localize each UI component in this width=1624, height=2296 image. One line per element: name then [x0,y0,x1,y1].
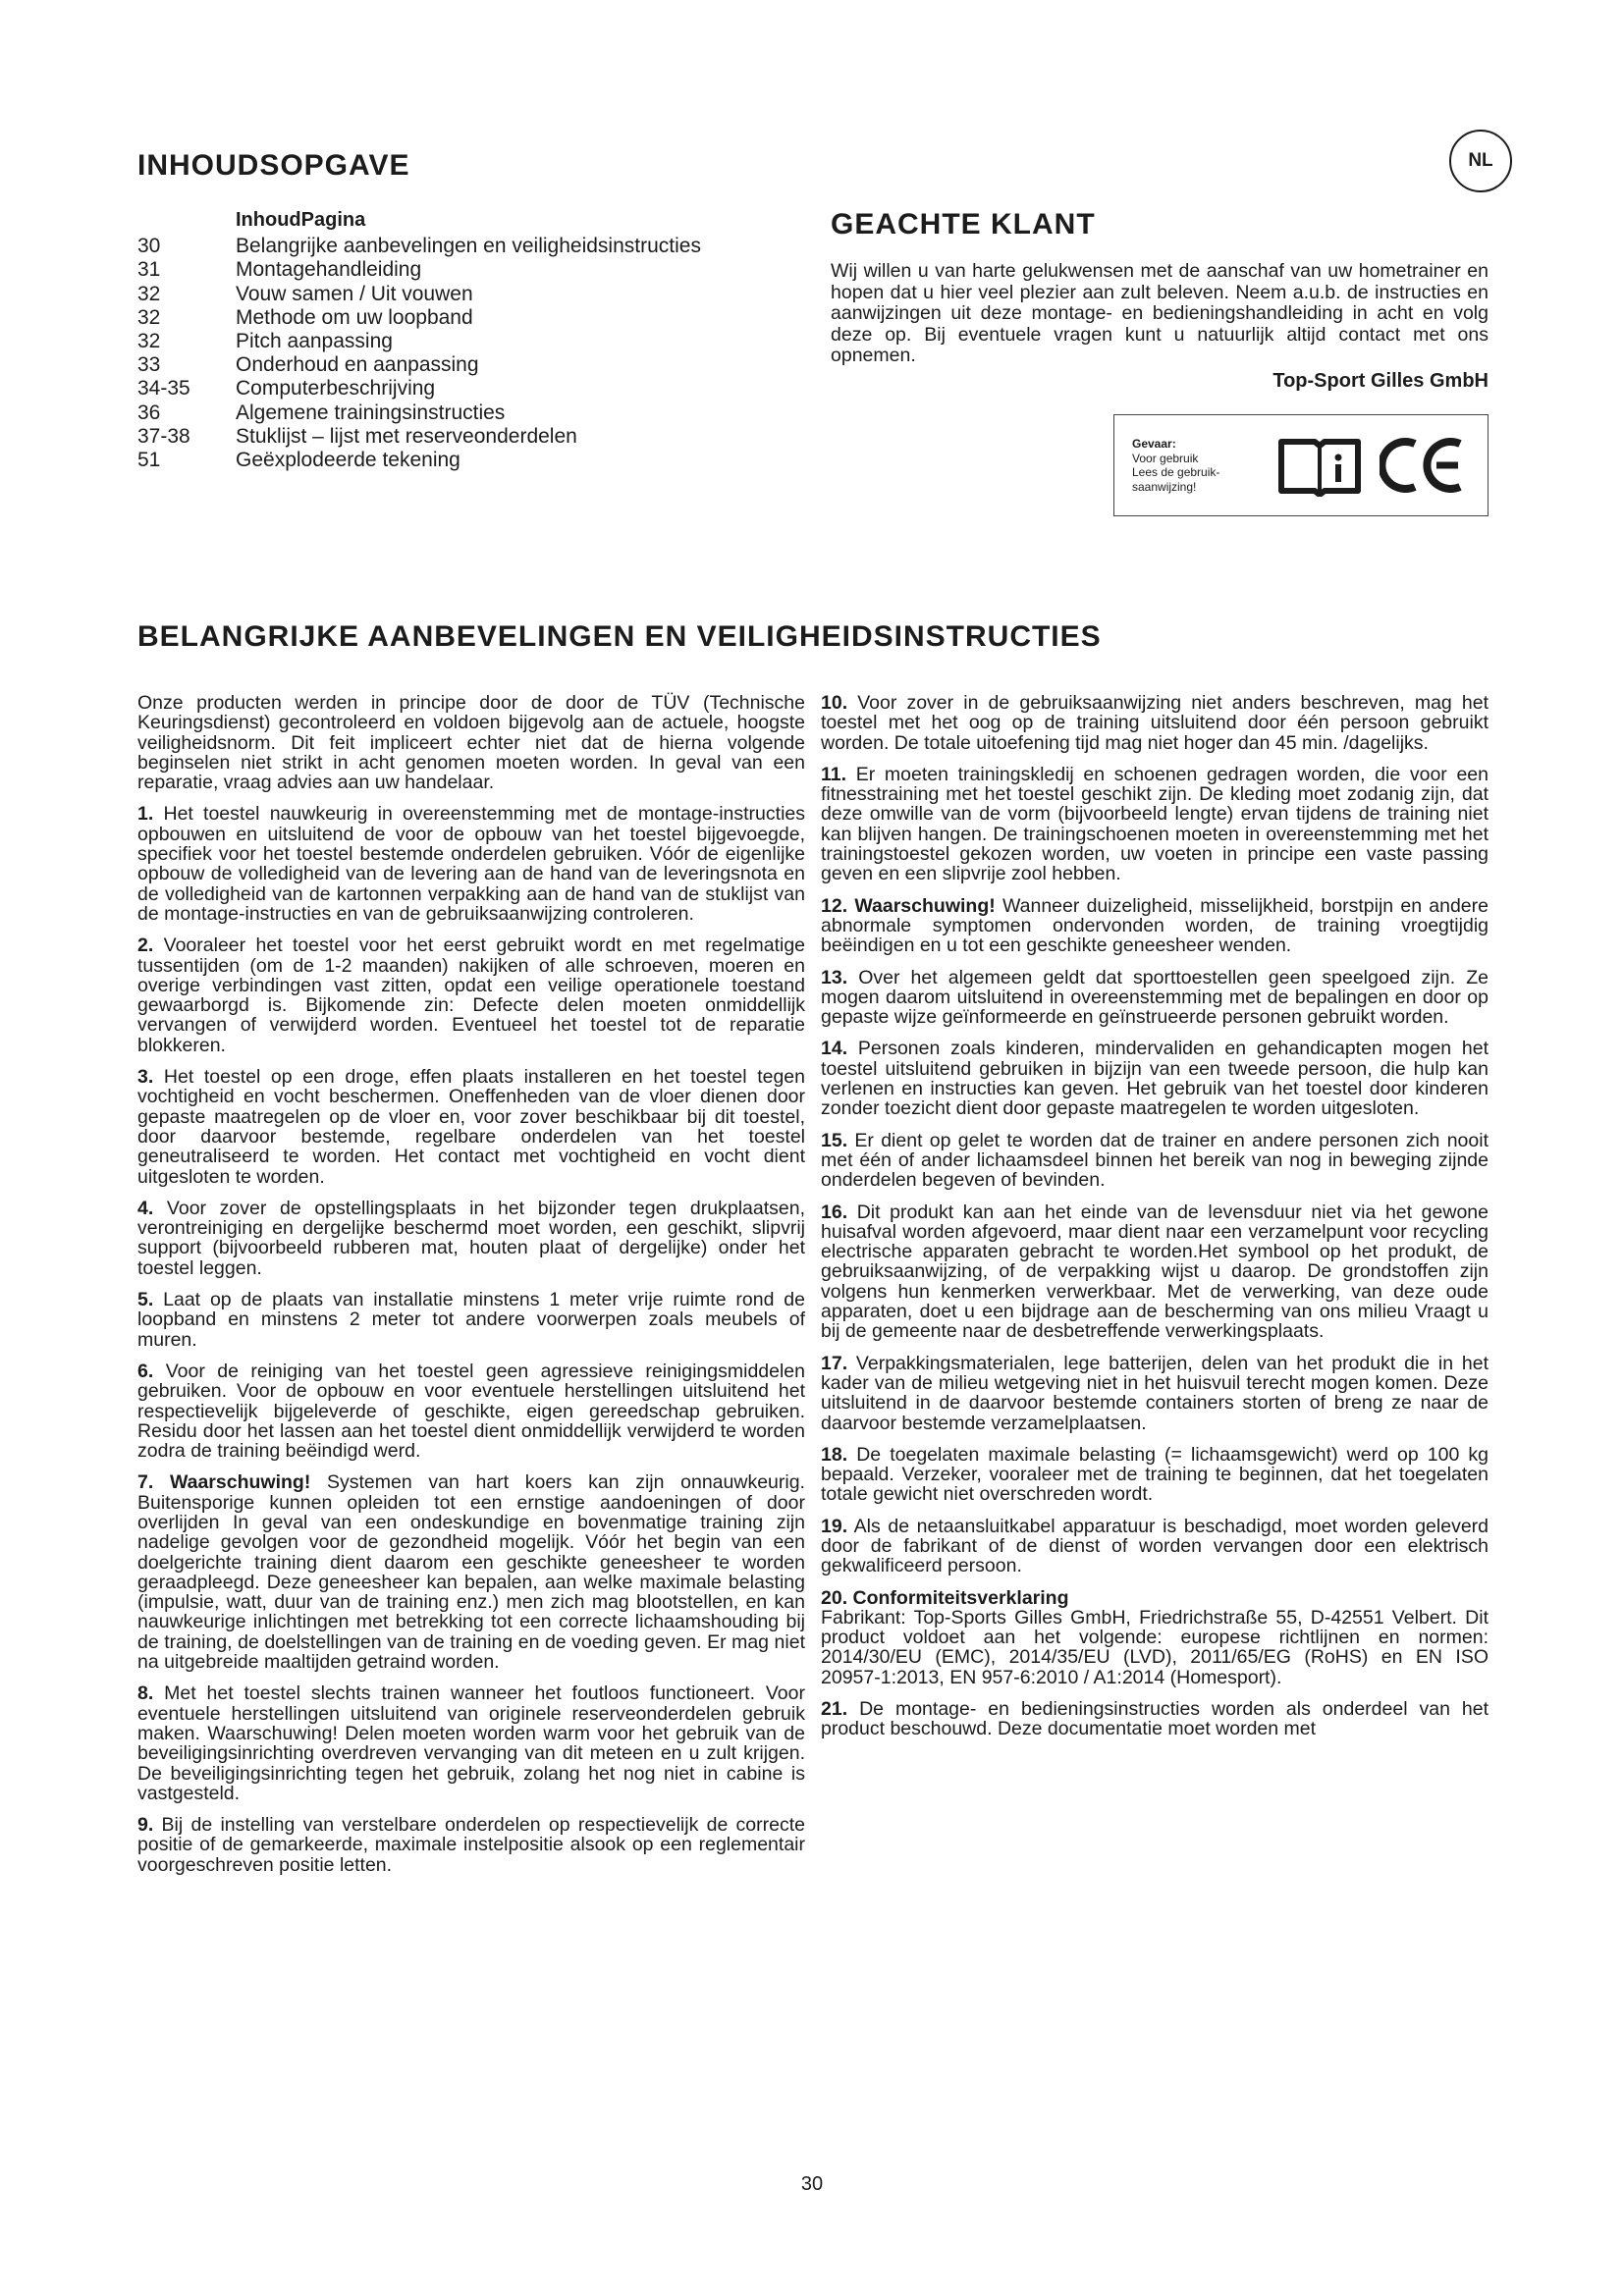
safety-item-number: 13. [821,966,848,988]
safety-item-number: 7. [137,1471,154,1494]
safety-item-text: De toegelaten maximale belasting (= lichaamsgewicht) werd op 100 kg bepaald. Verzeker, vooraleer met de training te beginnen, dat het toegelaten totale gewicht niet overschreden wordt. [821,1443,1489,1506]
safety-item [137,1290,805,1350]
safety-item-text: Verpakkingsmaterialen, lege batterijen, delen van het produkt die in het kader van de milieu wetgeving niet in het huisvuil terecht mogen komen. Deze uitsluitend in de daarvoor bestemde containers storten of breng ze naar de daarvoor bestemde verzamelplaatsen. [821,1352,1489,1434]
safety-item [821,693,1489,753]
toc-item [137,425,785,449]
toc-item-title: Computerbeschrijving [236,377,436,400]
safety-item-text: Voor de reiniging van het toestel geen agressieve reinigingsmiddelen gebruiken. Voor de opbouw en voor eventuele herstellingen uitsluitend het respectievelijk bijgeleverde of geschikte, eigen gereedschap gebruiken. Residu door het lassen aan het toestel dient onmiddellijk verwijderd te worden zodra de training beëindigd werd. [137,1360,805,1463]
safety-item-number: 14. [821,1038,848,1060]
toc-item [137,401,785,425]
toc-title: INHOUDSOPGAVE [137,149,410,182]
safety-item-number: 8. [137,1682,154,1705]
toc-item [137,306,785,330]
customer-letter-title: GEACHTE KLANT [831,208,1096,240]
toc-item [137,353,785,377]
safety-item [821,1445,1489,1505]
safety-item-text: Wanneer duizeligheid, misselijkheid, borstpijn en andere abnormale symptomen ondervonden worden, de training vroegtijdig beëindigen en u tot een geschikte geneesheer wenden. [821,894,1489,957]
toc-item-page: 30 [137,235,161,258]
safety-item-text: Personen zoals kinderen, mindervaliden en gehandicapten mogen het toestel uitsluitend gebruiken in bijzijn van een tweede persoon, die hulp kan verlenen en instructies kan geven. Het gebruik van het toestel door kinderen zonder toezicht dient door gepaste maatregelen te worden uitgesloten. [821,1038,1489,1120]
safety-item [821,1039,1489,1118]
toc-item-title: Pitch aanpassing [236,330,393,353]
warning-title: Gevaar: [1132,437,1176,451]
toc-item [137,258,785,282]
toc-item [137,235,785,258]
table-of-contents [137,208,785,472]
toc-item-page: 32 [137,330,161,353]
safety-item-number: 16. [821,1201,848,1223]
safety-intro: Onze producten werden in principe door de door de TÜV (Technische Keuringsdienst) gecontroleerd en voldoen bijgevolg aan de actuele, hoogste veiligheidsnorm. Dit feit impliceert echter niet dat de hierna volgende beginselen niet strikt in acht genomen moeten worden. In geval van een reparatie, vraag advies aan uw handelaar. [137,692,805,794]
safety-item [821,1517,1489,1576]
customer-letter [831,208,1489,393]
safety-item-text: Er moeten trainingskledij en schoenen gedragen worden, die voor een fitnesstraining met het toestel geschikt zijn. De kleding moet zodanig zijn, dat deze omwille van de vorm (bijvoorbeeld lengte) ervan tijdens de training niet kan blijven hangen. De trainingschoenen moeten in overeenstemming met het trainingstoestel gekozen worden, uw voeten in principe een vaste passing geven en een slipvrije zool hebben. [821,763,1489,885]
safety-item-number: 12. [821,894,848,917]
safety-item [137,1472,805,1672]
safety-item [821,1131,1489,1191]
toc-item-title: Stuklijst – lijst met reserveonderdelen [236,424,577,448]
safety-item-number: 17. [821,1352,848,1374]
toc-item-title: Geëxplodeerde tekening [236,449,460,472]
safety-item-text: Vooraleer het toestel voor het eerst gebruikt wordt en met regelmatige tussentijden (om de 1-2 maanden) nakijken of alle schroeven, moeren en overige verbindingen vast zitten, opdat een veilige operationele toestand gewaarborgd is. Bijkomende zin: Defecte delen moeten onmiddellijk vervangen of verwijderd worden. Eventueel het toestel tot de reparatie blokkeren. [137,934,806,1056]
safety-item [137,1815,805,1875]
safety-item-number: 15. [821,1129,848,1151]
safety-item-text: Over het algemeen geldt dat sporttoestellen geen speelgoed zijn. Ze mogen daarom uitsluitend in overeenstemming met de bepalingen en door op gepaste wijze geïnformeerde en geïnstrueerde personen gebruikt worden. [821,966,1489,1029]
safety-item-text: Er dient op gelet te worden dat de trainer en andere personen zich nooit met één of ander lichaamsdeel binnen het bereik van nog in beweging zijnde onderdelen begeven of bevinden. [821,1129,1489,1192]
toc-item-page: 32 [137,305,161,329]
safety-item [821,1354,1489,1433]
safety-item-lead: Waarschuwing! [854,894,996,917]
safety-section-title: BELANGRIJKE AANBEVELINGEN EN VEILIGHEIDSINSTRUCTIES [137,620,1102,653]
toc-item-page: 36 [137,400,161,424]
safety-item-number: 11. [821,763,847,785]
safety-item [137,804,805,924]
safety-item-text: Dit produkt kan aan het einde van de levensduur niet via het gewone huisafval worden afgevoerd, maar dient naar een verzamelpunt voor recycling electrische apparaten gebracht te worden.Het symbool op het produkt, de gebruiksaanwijzing, of de verpakking wijst u daarop. De grondstoffen zijn volgens hun kenmerken verwerkbaar. Met de verwerking, van deze oude apparaten, doet u een bijdrage aan de bescherming van ons milieu Vraagt u bij de gemeente naar de desbetreffende verwerkingsplaats. [821,1201,1489,1343]
safety-item-number: 18. [821,1443,848,1466]
manual-book-icon [1275,434,1364,497]
toc-item-title: Vouw samen / Uit vouwen [236,282,473,305]
safety-item-text: Voor zover de opstellingsplaats in het bijzonder tegen drukplaatsen, verontreiniging en dergelijke beschermd moet worden, een geschikt, slipvrij support (bijvoorbeeld rubberen mat, houten plaat of dergelijke) onder het toestel leggen. [137,1197,806,1279]
warning-line: saanwijzing! [1132,479,1197,494]
ce-mark-icon [1380,434,1466,497]
safety-item [137,1683,805,1803]
safety-item [137,1362,805,1461]
safety-item [821,1699,1489,1739]
safety-item-number: 1. [137,803,154,826]
safety-item-text: Fabrikant: Top-Sports Gilles GmbH, Friedrichstraße 55, D-42551 Velbert. Dit product voldoet aan het volgende: europese richtlijnen en normen: 2014/30/EU (EMC), 2014/35/EU (LVD), 2011/65/EG (RoHS) en EN ISO 20957-1:2013, EN 957-6:2010 / A1:2014 (Homesport). [821,1606,1489,1688]
safety-item [137,935,805,1055]
safety-item-lead: Conformiteitsverklaring [852,1586,1069,1609]
toc-item-page: 51 [137,449,161,472]
toc-item-page: 32 [137,282,161,305]
safety-item-text: Laat op de plaats van installatie minstens 1 meter vrije ruimte rond de loopband en minstens 2 meter tot andere voorwerpen zoals meubels of muren. [137,1289,806,1351]
toc-item-title: Belangrijke aanbevelingen en veiligheidsinstructies [236,235,701,258]
warning-box [1113,414,1489,516]
safety-item [821,765,1489,884]
safety-item-text: Systemen van hart koers kan zijn onnauwkeurig. Buitensporige kunnen opleiden tot een ernstige aandoeningen of door overlijden In geval van een ondeskundige en bovenmatige training zijn nadelige gevolgen voor de gezondheid mogelijk. Vóór het begin van een doelgerichte training dient daarom een geschikte geneesheer te worden geraadpleegd. Deze geneesheer kan bepalen, aan welke maximale belasting (impulsie, watt, duur van de training enz.) men zich mag blootstellen, en kan nauwkeurige inlichtingen met betrekking tot een correcte lichaamshouding bij de training, de doelstellingen van de training en de voeding geven. Er mag niet na uitgebreide maaltijden getraind worden. [137,1471,805,1674]
toc-item-page: 34-35 [137,377,190,400]
language-badge: NL [1449,130,1512,192]
safety-item-number: 2. [137,934,154,957]
safety-item-number: 9. [137,1814,154,1837]
safety-item-text: Voor zover in de gebruiksaanwijzing niet anders beschreven, mag het toestel met het oog op de training uitsluitend door één persoon gebruikt worden. De totale uitoefening tijd mag niet hoger dan 45 min. /dagelijks. [821,692,1489,754]
safety-item-number: 19. [821,1515,848,1537]
safety-item [821,1202,1489,1342]
safety-item [821,968,1489,1028]
safety-item-number: 6. [137,1360,154,1382]
warning-text [1132,437,1250,494]
safety-item-number: 3. [137,1066,154,1089]
toc-item-page: 37-38 [137,424,190,448]
safety-item-number: 5. [137,1289,154,1311]
toc-item-title: Methode om uw loopband [236,305,473,329]
toc-item-title: Onderhoud en aanpassing [236,353,479,377]
safety-item-text: Het toestel op een droge, effen plaats installeren en het toestel tegen vochtigheid en vocht beschermen. Oneffenheden van de vloer dienen door gepaste maatregelen op de vloer en, voor zover beschikbaar bij dit toestel, door daarvoor bestemde, regelbare onderdelen van het toestel geneutraliseerd te worden. Het contact met vochtigheid en vocht dient uitgesloten te worden. [137,1066,805,1188]
safety-item-text: Met het toestel slechts trainen wanneer het foutloos functioneert. Voor eventuele herstellingen uitsluitend van originele reserveonderdelen gebruik maken. Waarschuwing! Delen moeten worden warm voor het gebruik van de beveiligingsinrichting overdreven vervanging van dit meteen en u zult krijgen. De beveiligingsinrichting tegen het gebruik, zolang het nog niet in cabine is vastgesteld. [137,1682,805,1804]
safety-item-number: 4. [137,1197,154,1219]
safety-item-text: Bij de instelling van verstelbare onderdelen op respectievelijk de correcte positie of de gemarkeerde, maximale instelpositie alsook op een reglementair voorgeschreven positie letten. [137,1814,805,1876]
toc-item-title: Montagehandleiding [236,258,422,282]
safety-item [137,1067,805,1187]
customer-letter-text: Wij willen u van harte gelukwensen met de aanschaf van uw hometrainer en hopen dat u hier veel plezier aan zult beleven. Neem a.u.b. de instructies en aanwijzingen uit deze montage- en bedieningshandleiding in acht en volg deze op. Bij eventuele vragen kunt u natuurlijk altijd contact met ons opnemen. [831,260,1489,366]
toc-item-page: 31 [137,258,161,282]
safety-item-text: Het toestel nauwkeurig in overeenstemming met de montage-instructies opbouwen en uitsluitend de voor de opbouw van het toestel bijgevoegde, specifiek voor het toestel bestemde onderdelen gebruiken. Vóór de eigenlijke opbouw de volledigheid van de levering aan de hand van de leveringsnota en de volledigheid van de kartonnen verpakking aan de hand van de stuklijst van de montage-instructies en van de gebruiksaanwijzing controleren. [137,803,805,925]
toc-item [137,449,785,472]
safety-item-text: Als de netaansluitkabel apparatuur is beschadigd, moet worden geleverd door de fabrikant of de dienst of worden vervangen door een elektrisch gekwalificeerd persoon. [821,1515,1489,1577]
warning-line: Lees de gebruik- [1132,465,1220,479]
toc-item [137,377,785,400]
safety-item [821,1588,1489,1687]
safety-item-number: 21. [821,1698,848,1721]
toc-item [137,283,785,306]
toc-header: InhoudPagina [236,209,366,231]
safety-item-number: 20. [821,1586,848,1609]
safety-column-right [821,693,1489,1751]
warning-line: Voor gebruik [1132,451,1199,465]
safety-item-lead: Waarschuwing! [169,1471,311,1494]
page-number: 30 [800,2173,824,2195]
toc-item [137,330,785,353]
toc-item-page: 33 [137,353,161,377]
safety-item [821,896,1489,956]
safety-column-left [137,693,805,1887]
safety-item [137,1199,805,1278]
toc-item-title: Algemene trainingsinstructies [236,400,506,424]
safety-item-text: De montage- en bedieningsinstructies worden als onderdeel van het product beschouwd. Deze documentatie moet worden met [821,1698,1489,1740]
safety-item-number: 10. [821,692,848,714]
customer-letter-signature: Top-Sport Gilles GmbH [1272,369,1489,392]
